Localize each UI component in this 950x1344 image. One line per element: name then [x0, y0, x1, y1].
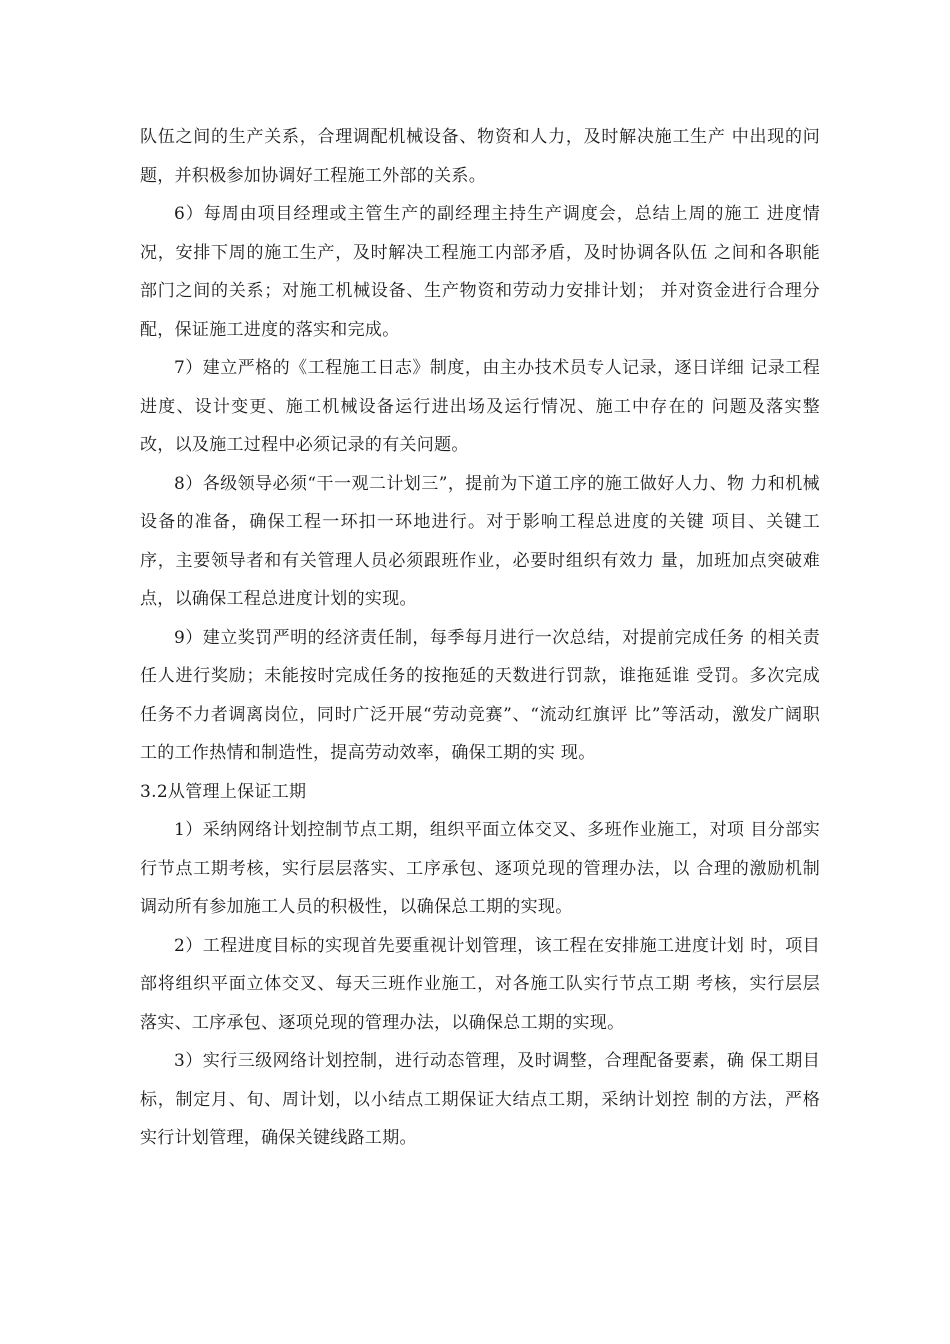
- paragraph-item-7: 7）建立严格的《工程施工日志》制度，由主办技术员专人记录，逐日详细 记录工程进度、设计变更、施工机械设备运行进出场及运行情况、施工中存在的 问题及落实整改，以及施工过程中必须记录的有关问题。: [140, 358, 820, 455]
- document-body: [140, 118, 820, 1158]
- paragraph-item-9: 9）建立奖罚严明的经济责任制，每季每月进行一次总结，对提前完成任务 的相关责任人进行奖励；未能按时完成任务的按拖延的天数进行罚款，谁拖延谁 受罚。多次完成任务不力者调离岗位，同时广泛开展“劳动竞赛”、“流动红旗评 比”等活动，激发广阔职工的工作热情和制造性，提高劳动效率，确保工期的实 现。: [140, 627, 820, 763]
- paragraph-item-1: 1）采纳网络计划控制节点工期，组织平面立体交叉、多班作业施工，对项 目分部实行节点工期考核，实行层层落实、工序承包、逐项兑现的管理办法，以 合理的激励机制调动所有参加施工人员的积极性，以确保总工期的实现。: [140, 820, 820, 917]
- section-heading: 3.2从管理上保证工期: [140, 781, 307, 802]
- paragraph-item-8: 8）各级领导必须“干一观二计划三”，提前为下道工序的施工做好人力、物 力和机械设备的准备，确保工程一环扣一环地进行。对于影响工程总进度的关键 项目、关键工序，主要领导者和有关管理人员必须跟班作业，必要时组织有效力 量，加班加点突破难点，以确保工程总进度计划的实现。: [140, 473, 820, 609]
- paragraph-item-6: 6）每周由项目经理或主管生产的副经理主持生产调度会，总结上周的施工 进度情况，安排下周的施工生产，及时解决工程施工内部矛盾，及时协调各队伍 之间和各职能部门之间的关系；对施工机械设备、生产物资和劳动力安排计划； 并对资金进行合理分配，保证施工进度的落实和完成。: [140, 204, 820, 340]
- paragraph-item-3: 3）实行三级网络计划控制，进行动态管理，及时调整，合理配备要素，确 保工期目标，制定月、旬、周计划，以小结点工期保证大结点工期，采纳计划控 制的方法，严格实行计划管理，确保关键线路工期。: [140, 1051, 820, 1148]
- paragraph-item-2: 2）工程进度目标的实现首先要重视计划管理，该工程在安排施工进度计划 时，项目部将组织平面立体交叉、每天三班作业施工，对各施工队实行节点工期 考核，实行层层落实、工序承包、逐项兑现的管理办法，以确保总工期的实现。: [140, 935, 820, 1033]
- paragraph-continuation: 队伍之间的生产关系，合理调配机械设备、物资和人力，及时解决施工生产 中出现的问题，并积极参加协调好工程施工外部的关系。: [140, 127, 820, 186]
